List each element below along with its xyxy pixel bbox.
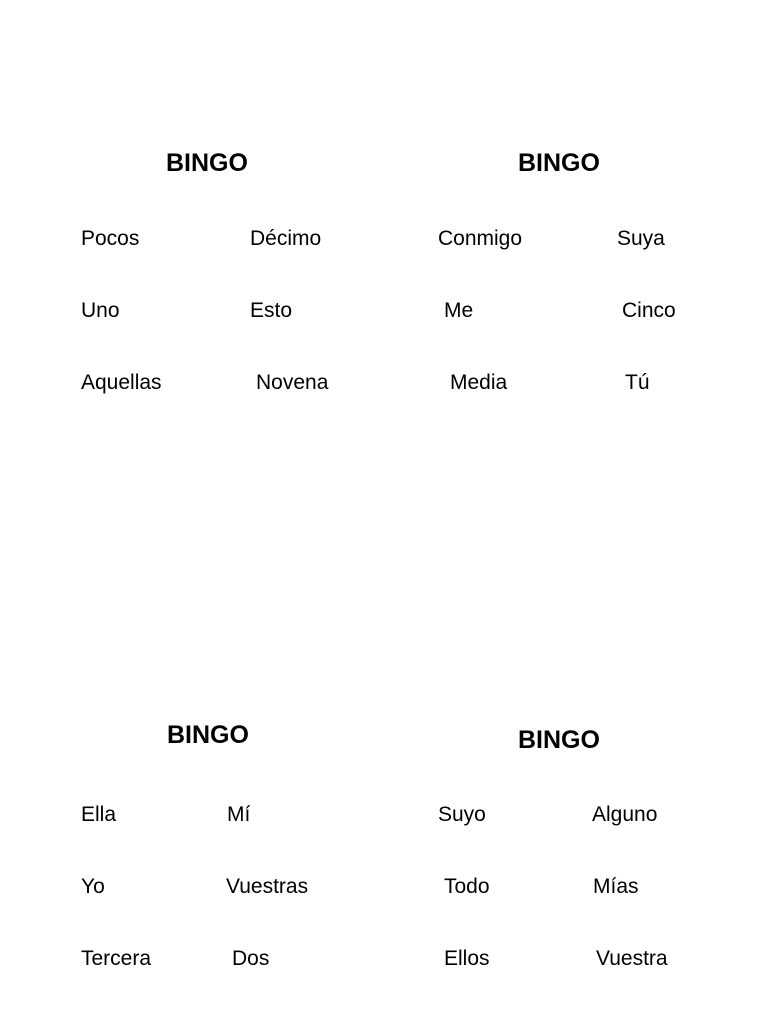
bingo-word: Décimo — [250, 227, 322, 250]
bingo-word: Tú — [625, 371, 650, 394]
bingo-word: Vuestra — [596, 947, 668, 970]
bingo-word: Novena — [256, 371, 329, 394]
bingo-word: Suyo — [438, 803, 486, 826]
bingo-word: Ellos — [444, 947, 490, 970]
bingo-word: Mí — [227, 803, 251, 826]
bingo-word: Media — [450, 371, 508, 394]
bingo-word: Alguno — [592, 803, 658, 826]
bingo-word: Me — [444, 299, 474, 322]
card-title: BINGO — [167, 721, 249, 749]
bingo-word: Pocos — [81, 227, 140, 250]
bingo-word: Ella — [81, 803, 117, 826]
bingo-word: Vuestras — [226, 875, 309, 898]
bingo-word: Uno — [81, 299, 120, 322]
bingo-word: Cinco — [622, 299, 676, 322]
bingo-word: Mías — [593, 875, 639, 898]
bingo-word: Suya — [617, 227, 665, 250]
card-title: BINGO — [166, 149, 248, 177]
bingo-word: Tercera — [81, 947, 152, 970]
bingo-word: Aquellas — [81, 371, 162, 394]
bingo-word: Dos — [232, 947, 270, 970]
bingo-word: Conmigo — [438, 227, 523, 250]
bingo-word: Todo — [444, 875, 490, 898]
card-title: BINGO — [518, 149, 600, 177]
bingo-word: Esto — [250, 299, 293, 322]
card-title: BINGO — [518, 726, 600, 754]
bingo-word: Yo — [81, 875, 105, 898]
